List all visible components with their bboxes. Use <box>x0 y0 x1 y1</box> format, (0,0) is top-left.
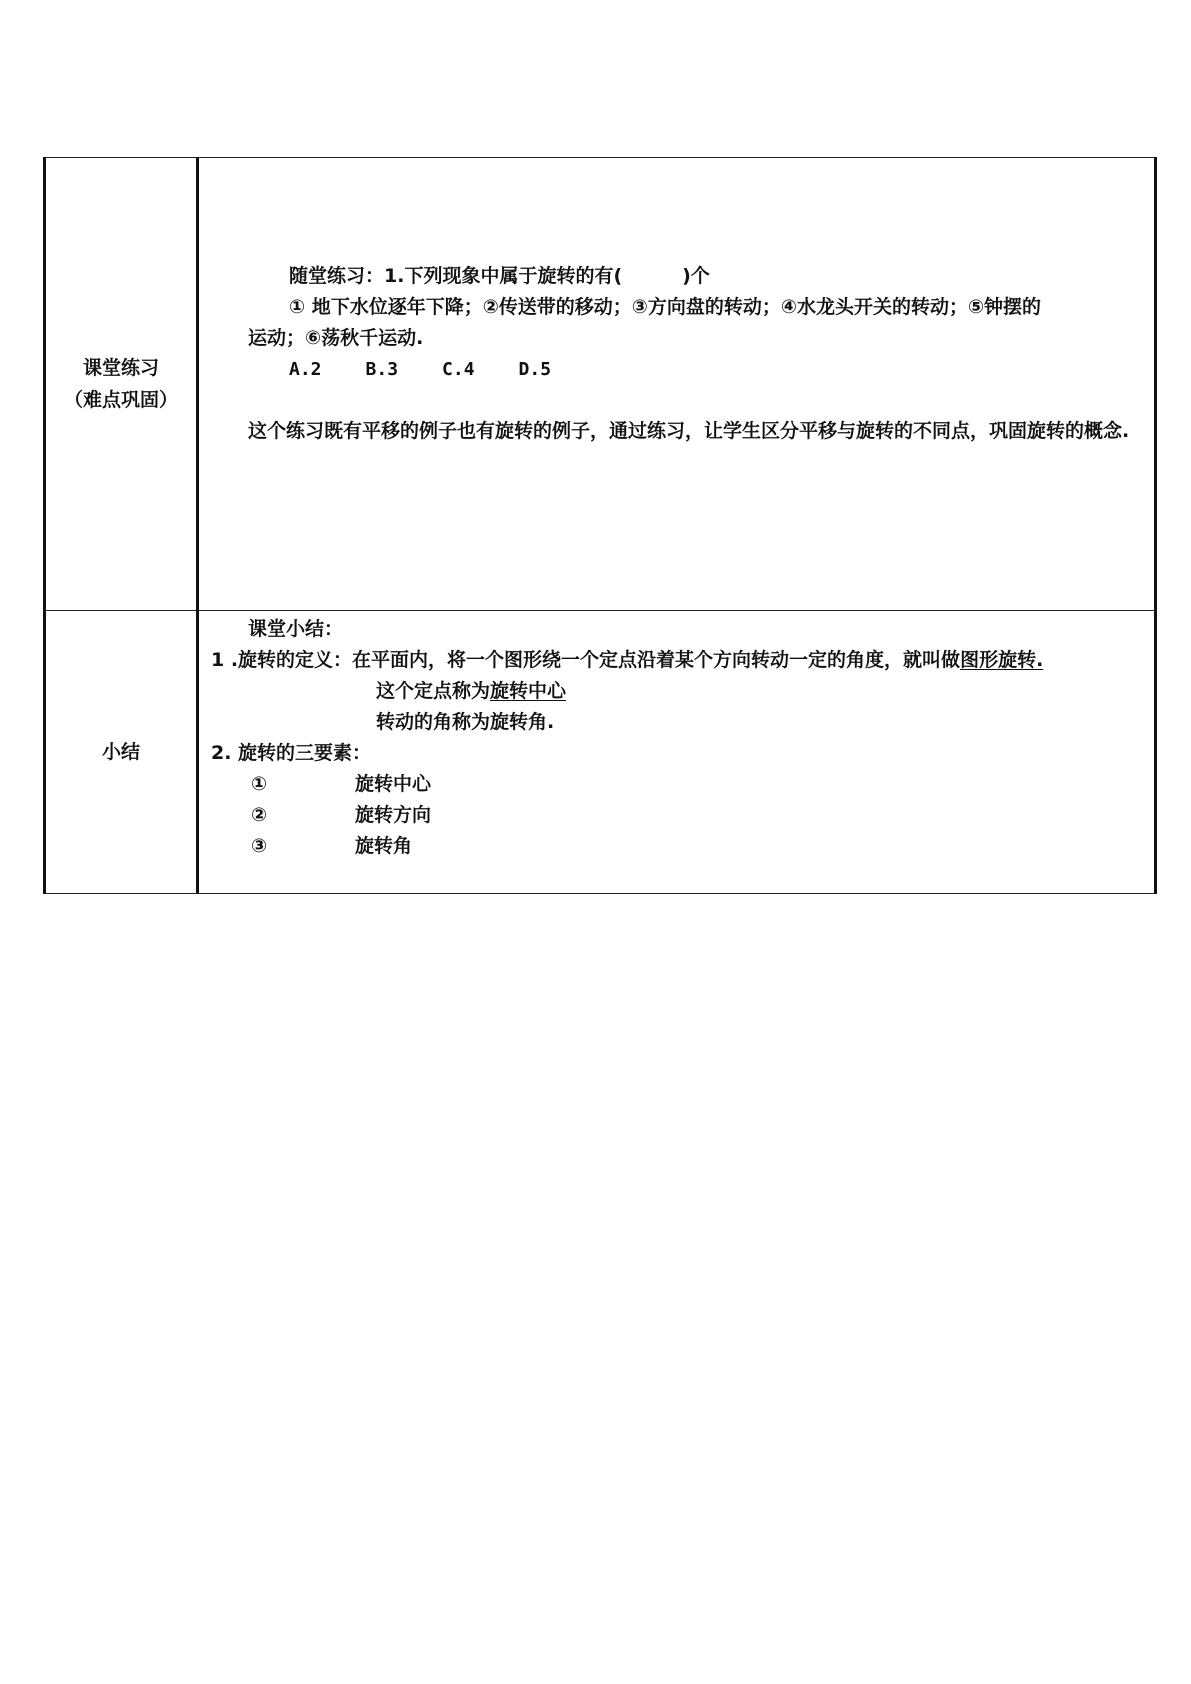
option-d: D.5 <box>518 359 552 380</box>
practice-sublabel: （难点巩固） <box>63 389 178 411</box>
element-text: 旋转角 <box>355 835 413 857</box>
element-text: 旋转中心 <box>355 773 432 795</box>
element-marker: ① <box>251 773 268 795</box>
practice-note: 这个练习既有平移的例子也有旋转的例子，通过练习，让学生区分平移与旋转的不同点，巩固旋转的概念. <box>248 420 1130 442</box>
practice-question <box>289 264 710 288</box>
elements-heading: 2. 旋转的三要素： <box>211 742 372 764</box>
center-text: 这个定点称为 <box>376 680 491 702</box>
practice-options <box>289 357 595 382</box>
rotation-angle-line: 转动的角称为旋转角. <box>376 711 555 733</box>
option-b: B.3 <box>365 359 399 380</box>
summary-row <box>45 611 1156 894</box>
rotation-center-line <box>376 679 566 703</box>
rotation-definition <box>211 648 1043 672</box>
summary-label-cell <box>45 611 198 894</box>
practice-content-cell <box>198 158 1156 611</box>
practice-items-line2: 运动；⑥荡秋千运动. <box>248 327 424 349</box>
question-suffix: )个 <box>682 265 710 287</box>
definition-text: 1 .旋转的定义：在平面内，将一个图形绕一个定点沿着某个方向转动一定的角度，就叫做 <box>211 649 961 671</box>
element-item <box>251 803 431 827</box>
summary-content-cell <box>198 611 1156 894</box>
element-marker: ③ <box>251 835 268 857</box>
center-term: 旋转中心 <box>490 680 567 702</box>
option-c: C.4 <box>442 359 475 380</box>
lesson-plan-table <box>43 157 1157 894</box>
practice-label-cell <box>45 158 198 611</box>
summary-heading: 课堂小结： <box>248 618 344 640</box>
practice-label: 课堂练习 <box>82 357 159 379</box>
definition-term: 图形旋转. <box>960 649 1044 671</box>
element-marker: ② <box>251 804 268 826</box>
element-item <box>251 772 431 796</box>
practice-items-line1: ① 地下水位逐年下降；②传送带的移动；③方向盘的转动；④水龙头开关的转动；⑤钟摆的 <box>289 296 1042 318</box>
question-prefix: 随堂练习：1.下列现象中属于旋转的有( <box>289 265 623 287</box>
practice-row <box>45 158 1156 611</box>
summary-label: 小结 <box>101 741 140 763</box>
element-text: 旋转方向 <box>355 804 432 826</box>
element-item <box>251 834 412 858</box>
option-a: A.2 <box>289 359 322 380</box>
